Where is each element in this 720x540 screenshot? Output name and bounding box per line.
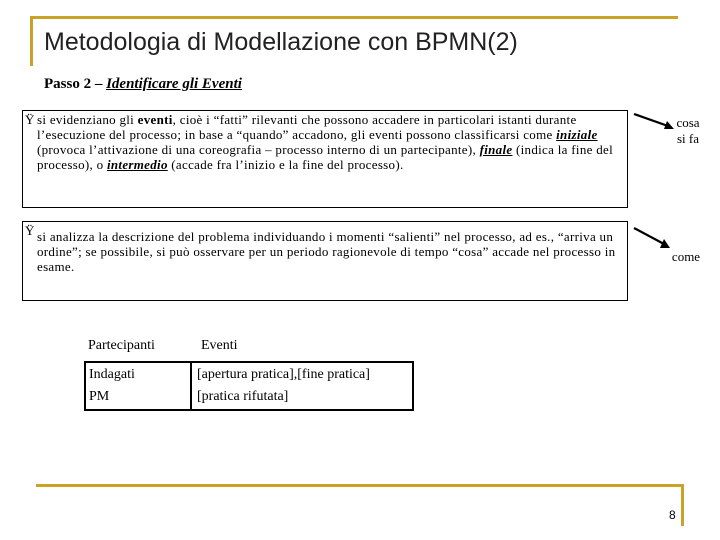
table-cell-events: [apertura pratica],[fine pratica] [pratica rifutata] <box>197 367 370 404</box>
bullet-text-analysis: si analizza la descrizione del problema individuando i momenti “salienti” nel processo, ad es., “arriva un ordine”; se possibile, si può osservare per un periodo ragionevole di tempo “cosa” accade nel processo in esame. <box>37 229 616 274</box>
bullet-icon: Ÿ <box>25 112 35 127</box>
table-cell-participants: Indagati PM <box>89 367 135 404</box>
table-header-eventi: Eventi <box>201 338 238 353</box>
bottom-gold-rule <box>36 484 684 487</box>
top-gold-rule <box>30 16 678 19</box>
page-number: 8 <box>669 508 676 522</box>
slide-subtitle <box>44 76 242 93</box>
side-label-come: come <box>671 249 701 264</box>
right-gold-rule <box>681 484 684 526</box>
left-gold-rule <box>30 16 33 66</box>
bullet-box-events <box>22 110 628 208</box>
bullet-box-analysis <box>22 221 628 301</box>
table-header-partecipanti: Partecipanti <box>88 338 155 353</box>
subtitle-emphasis: Identificare gli Eventi <box>106 76 242 92</box>
slide-title: Metodologia di Modellazione con BPMN(2) <box>44 28 518 56</box>
table-column-divider <box>190 361 192 411</box>
subtitle-prefix: Passo 2 – <box>44 76 107 92</box>
side-label-cosa: cosa si fa <box>676 115 700 146</box>
bullet-text-events: si evidenziano gli eventi, cioè i “fatti” rilevanti che possono accadere in particolari istanti durante l’esecuzione del processo; in base a “quando” accadono, gli eventi possono classificarsi come iniziale (provoca l’attivazione di una coreografia – processo interno di un partecipante), finale (indica la fine del processo), o intermedio (accade fra l’inizio e la fine del processo). <box>37 112 614 172</box>
bullet-icon: Ÿ <box>25 223 35 238</box>
